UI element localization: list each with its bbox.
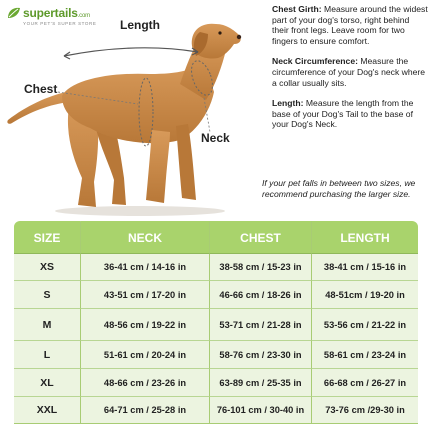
chest-girth-instruction: Chest Girth: Measure around the widest part of your dog's torso, right behind their front legs. Leave room for two fingers to ensure comfort.	[272, 4, 428, 46]
dog-eye	[218, 31, 221, 34]
length-cell: 58-61 cm / 23-24 in	[312, 341, 418, 369]
table-row	[14, 309, 418, 341]
length-cell: 53-56 cm / 21-22 in	[312, 309, 418, 341]
table-row	[14, 254, 418, 281]
chest-cell: 63-89 cm / 25-35 in	[210, 369, 312, 397]
length-label: Length	[120, 18, 160, 32]
length-cell: 48-51cm / 19-20 in	[312, 281, 418, 309]
chest-cell: 53-71 cm / 21-28 in	[210, 309, 312, 341]
chest-cell: 46-66 cm / 18-26 in	[210, 281, 312, 309]
table-row	[14, 341, 418, 369]
chest-cell: 58-76 cm / 23-30 in	[210, 341, 312, 369]
header-chest: CHEST	[210, 221, 312, 254]
table-row	[14, 369, 418, 397]
header-length: LENGTH	[312, 221, 418, 254]
neck-cell: 43-51 cm / 17-20 in	[81, 281, 210, 309]
header-neck: NECK	[81, 221, 210, 254]
size-cell: S	[14, 281, 81, 309]
dog-illustration	[0, 0, 262, 218]
dog-measurement-illustration	[0, 0, 262, 218]
length-cell: 66-68 cm / 26-27 in	[312, 369, 418, 397]
table-row	[14, 397, 418, 424]
size-cell: XS	[14, 254, 81, 281]
length-cell: 73-76 cm /29-30 in	[312, 397, 418, 424]
neck-cell: 36-41 cm / 14-16 in	[81, 254, 210, 281]
size-table	[14, 221, 418, 424]
table-header-row	[14, 221, 418, 254]
size-cell: M	[14, 309, 81, 341]
dog-front-leg-far	[176, 124, 196, 200]
size-chart	[14, 221, 418, 424]
size-cell: XL	[14, 369, 81, 397]
header-size: SIZE	[14, 221, 81, 254]
neck-cell: 51-61 cm / 20-24 in	[81, 341, 210, 369]
chest-cell: 76-101 cm / 30-40 in	[210, 397, 312, 424]
size-advice-note: If your pet falls in between two sizes, we recommend purchasing the larger size.	[262, 178, 416, 199]
neck-cell: 64-71 cm / 25-28 in	[81, 397, 210, 424]
length-cell: 38-41 cm / 15-16 in	[312, 254, 418, 281]
measurement-instructions	[272, 4, 428, 140]
chest-cell: 38-58 cm / 15-23 in	[210, 254, 312, 281]
dog-nose	[237, 35, 241, 39]
size-cell: L	[14, 341, 81, 369]
length-instruction: Length: Measure the length from the base of your Dog's Tail to the base of your Dog's Neck.	[272, 98, 414, 130]
table-row	[14, 281, 418, 309]
length-arrow	[64, 48, 198, 56]
dog-tail	[7, 92, 70, 124]
neck-instruction: Neck Circumference: Measure the circumference of your Dog's neck where a collar usually sits.	[272, 56, 426, 88]
neck-cell: 48-66 cm / 23-26 in	[81, 369, 210, 397]
neck-label: Neck	[201, 131, 230, 145]
size-cell: XXL	[14, 397, 81, 424]
brand-tagline: YOUR PET'S SUPER STORE	[23, 21, 97, 26]
dog-shadow	[55, 206, 225, 216]
chest-label: Chest	[24, 82, 58, 96]
brand-name: supertails.com	[23, 6, 90, 20]
neck-cell: 48-56 cm / 19-22 in	[81, 309, 210, 341]
